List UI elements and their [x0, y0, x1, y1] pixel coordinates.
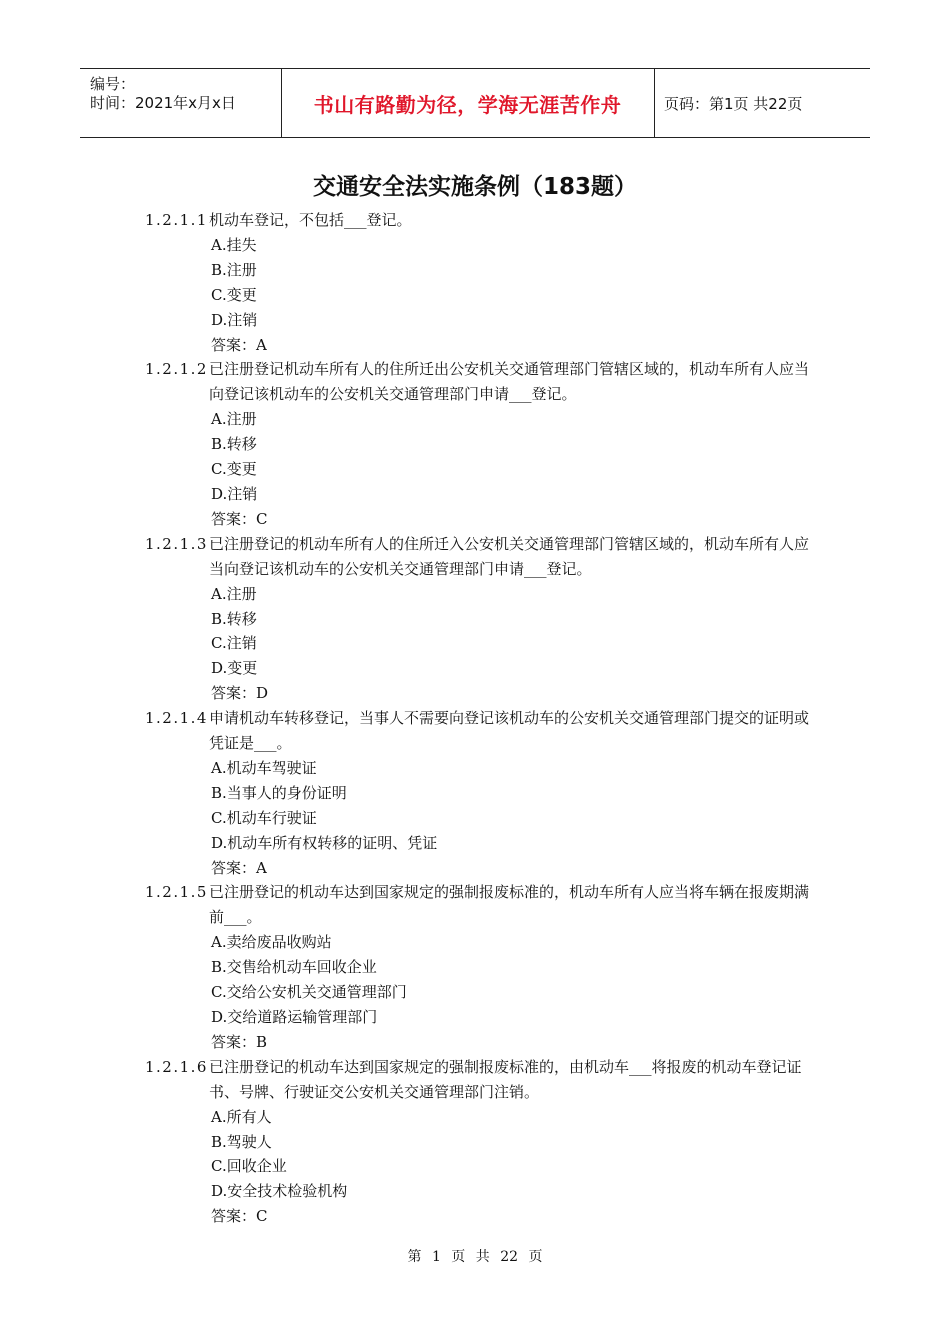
- question-stem: [145, 706, 815, 756]
- answer-option: C.变更: [211, 460, 257, 479]
- question-stem: [145, 208, 815, 233]
- question-stem: [145, 357, 815, 407]
- document-number-label: 编号：: [90, 75, 136, 93]
- answer-option: C.回收企业: [211, 1157, 287, 1176]
- document-time-label: 时间：2021年x月x日: [90, 94, 236, 112]
- document-title: 交通安全法实施条例（183题）: [312, 174, 637, 200]
- answer-key: 答案：B: [211, 1032, 268, 1051]
- answer-option: A.卖给废品收购站: [211, 933, 332, 952]
- answer-key: 答案：D: [211, 684, 269, 703]
- question-stem: [145, 1055, 815, 1105]
- answer-option: B.转移: [211, 435, 257, 454]
- answer-option: A.所有人: [211, 1107, 272, 1126]
- answer-option: A.挂失: [211, 235, 257, 254]
- question-number: 1.2.1.1: [145, 211, 208, 229]
- answer-key: 答案：C: [211, 1207, 268, 1226]
- question-number: 1.2.1.5: [145, 883, 208, 902]
- answer-option: C.注销: [211, 634, 257, 653]
- header-page-info: 页码：第1页 共22页: [664, 94, 803, 113]
- question-text: 已注册登记机动车所有人的住所迁出公安机关交通管理部门管辖区域的，机动车所有人应当向登记该机动车的公安机关交通管理部门申请___登记。: [209, 360, 810, 404]
- question-item: [145, 532, 815, 706]
- question-text: 申请机动车转移登记，当事人不需要向登记该机动车的公安机关交通管理部门提交的证明或凭证是___。: [209, 709, 810, 753]
- question-stem: [145, 532, 815, 582]
- question-item: [145, 706, 815, 880]
- answer-option: B.驾驶人: [211, 1132, 272, 1151]
- question-item: [145, 357, 815, 531]
- question-text: 已注册登记的机动车达到国家规定的强制报废标准的，由机动车___将报废的机动车登记证书、号牌、行驶证交公安机关交通管理部门注销。: [209, 1057, 802, 1101]
- question-text: 已注册登记的机动车达到国家规定的强制报废标准的，机动车所有人应当将车辆在报废期满前___。: [209, 883, 810, 927]
- answer-option: C.交给公安机关交通管理部门: [211, 983, 407, 1002]
- question-text: 机动车登记，不包括___登记。: [209, 211, 412, 229]
- answer-option: A.机动车驾驶证: [211, 758, 317, 777]
- question-number: 1.2.1.3: [145, 534, 208, 553]
- answer-option: A.注册: [211, 410, 257, 429]
- answer-option: B.注册: [211, 260, 257, 279]
- question-list: [145, 208, 815, 1229]
- answer-option: D.注销: [211, 484, 258, 503]
- page-header: [80, 68, 870, 138]
- answer-key: 答案：A: [211, 858, 267, 877]
- question-number: 1.2.1.2: [145, 360, 208, 379]
- answer-option: B.交售给机动车回收企业: [211, 958, 377, 977]
- answer-option: C.机动车行驶证: [211, 808, 317, 827]
- answer-option: C.变更: [211, 285, 257, 304]
- header-motto: 书山有路勤为径，学海无涯苦作舟: [313, 92, 622, 117]
- question-text: 已注册登记的机动车所有人的住所迁入公安机关交通管理部门管辖区域的，机动车所有人应当向登记该机动车的公安机关交通管理部门申请___登记。: [209, 534, 810, 578]
- answer-key: 答案：C: [211, 509, 268, 528]
- answer-option: D.安全技术检验机构: [211, 1182, 348, 1201]
- question-item: [145, 880, 815, 1054]
- answer-option: D.交给道路运输管理部门: [211, 1008, 378, 1026]
- answer-option: B.转移: [211, 609, 257, 628]
- question-item: [145, 1055, 815, 1229]
- header-motto-cell: [281, 69, 655, 137]
- answer-option: D.机动车所有权转移的证明、凭证: [211, 833, 438, 852]
- answer-option: B.当事人的身份证明: [211, 783, 347, 802]
- question-item: [145, 208, 815, 357]
- page-footer: 第 1 页 共 22 页: [407, 1249, 543, 1265]
- question-number: 1.2.1.4: [145, 709, 208, 728]
- header-page-info-cell: [655, 69, 879, 137]
- question-number: 1.2.1.6: [145, 1057, 208, 1076]
- answer-option: D.变更: [211, 659, 258, 678]
- answer-option: D.注销: [211, 310, 258, 329]
- answer-key: 答案：A: [211, 335, 267, 354]
- answer-option: A.注册: [211, 584, 257, 603]
- header-left-cell: [80, 69, 282, 137]
- question-stem: [145, 880, 815, 930]
